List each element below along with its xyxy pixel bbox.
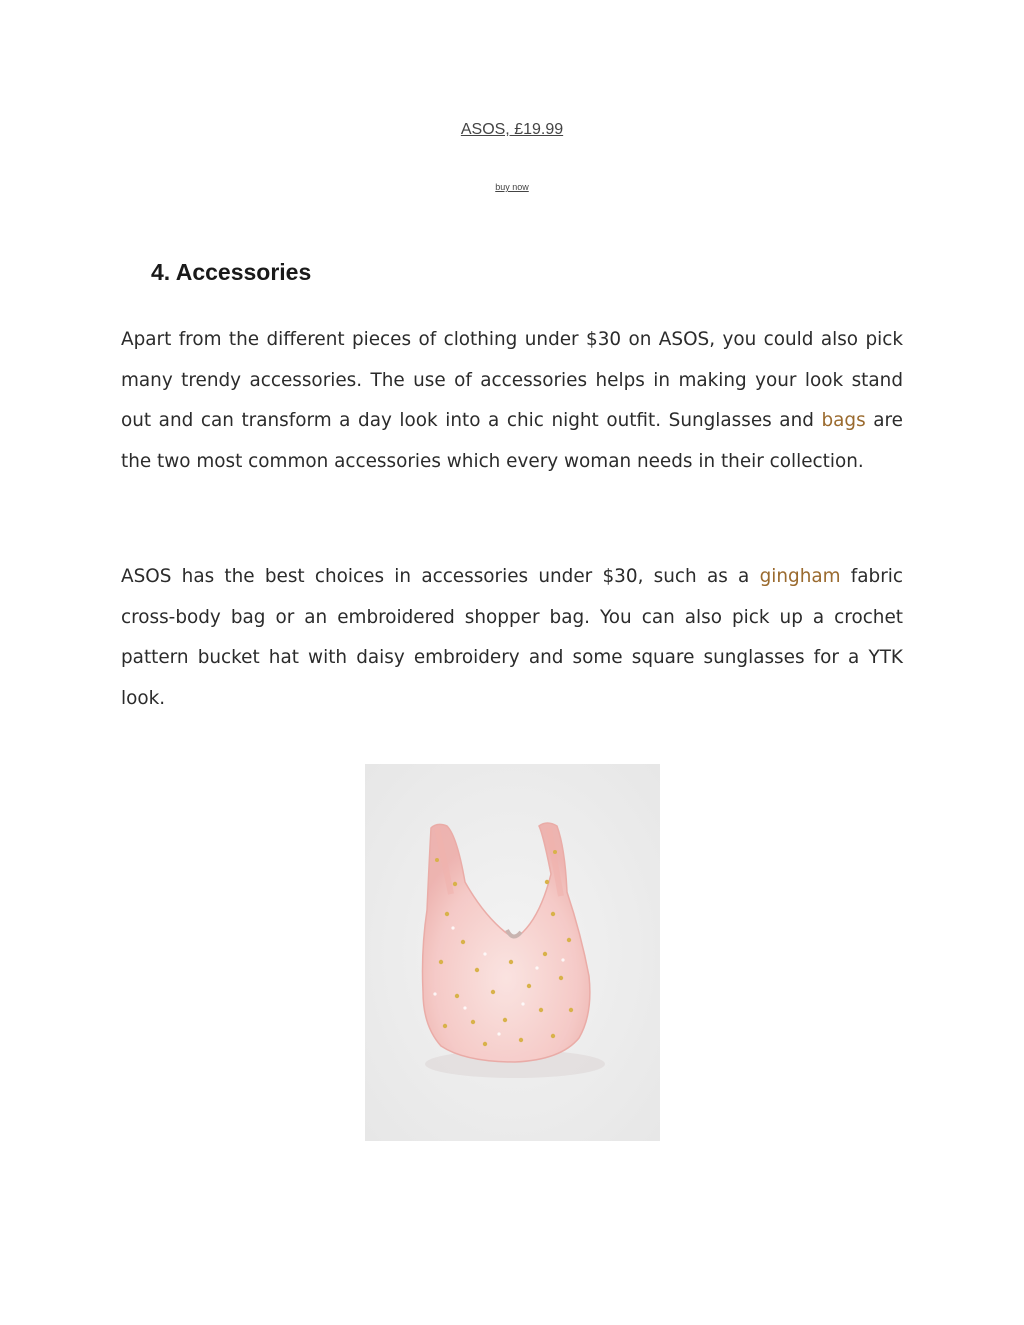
shopper-bag-image (365, 764, 660, 1141)
gingham-link[interactable]: gingham (759, 566, 841, 587)
buy-now-link[interactable]: buy now (495, 182, 529, 192)
paragraph-text: fabric cross-body bag or an embroidered shopper bag. You can also pick up a crochet pattern bucket hat with daisy embroidery and some square sunglasses for a YTK look. (121, 566, 903, 709)
paragraph-accessories-choices (121, 557, 903, 719)
paragraph-text: are the two most common accessories which every woman needs in their collection. (121, 410, 903, 472)
section-heading: 4. Accessories (151, 259, 312, 285)
paragraph-text: Apart from the different pieces of clothing under $30 on ASOS, you could also pick many trendy accessories. The use of accessories helps in making your look stand out and can transform a day look into a chic night outfit. Sunglasses and (121, 329, 903, 432)
paragraph-accessories-intro (121, 320, 903, 482)
paragraph-text: ASOS has the best choices in accessories under $30, such as a (121, 566, 760, 587)
bags-link[interactable]: bags (821, 410, 866, 432)
product-price-link[interactable]: ASOS, £19.99 (460, 121, 564, 138)
shopper-bag-illustration (365, 764, 660, 1141)
